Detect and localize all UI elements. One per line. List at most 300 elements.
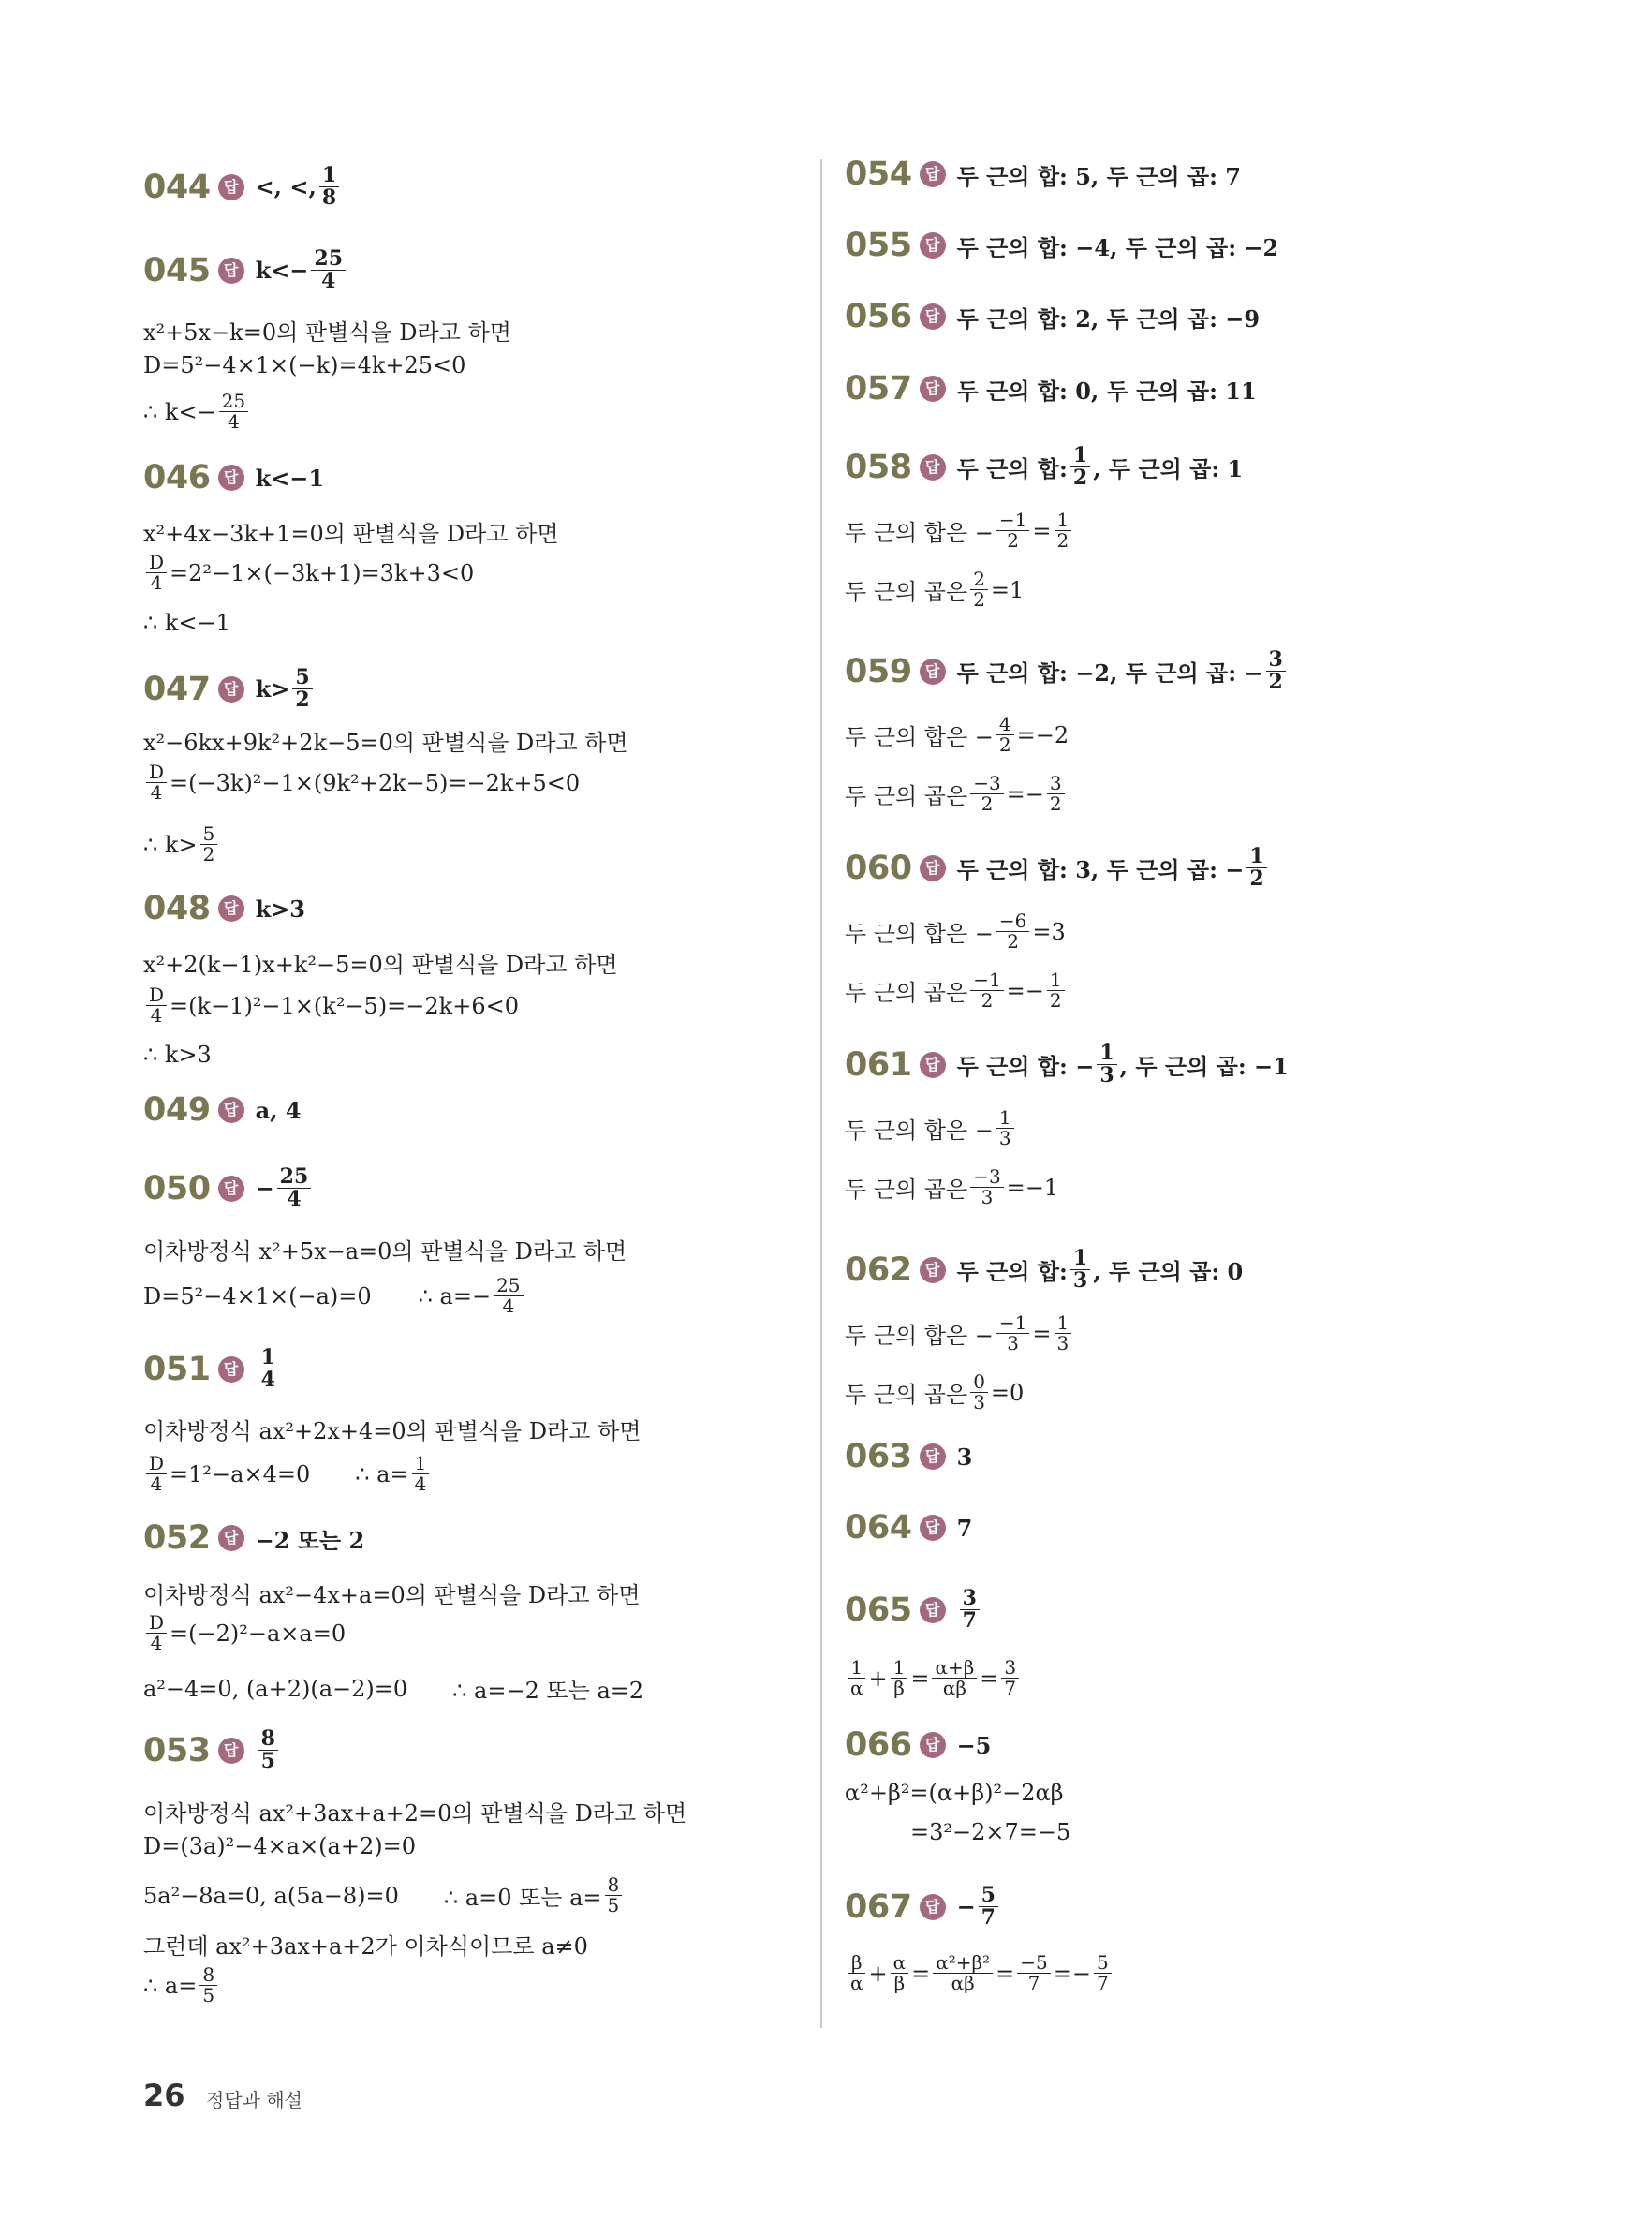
solution-line: α²+β²=(α+β)²−2αβ	[845, 1780, 1064, 1806]
answer-badge: 답	[920, 1597, 946, 1623]
denominator: 4	[502, 1295, 515, 1317]
answer-badge: 답	[920, 232, 946, 259]
solution-line: D=(3a)²−4×a×(a+2)=0	[143, 1833, 416, 1859]
fraction	[996, 715, 1014, 755]
text: 두 근의 합은 −	[845, 1323, 994, 1349]
solution-line	[143, 985, 519, 1026]
fraction	[848, 1658, 866, 1698]
solution-line	[143, 1965, 220, 2005]
denominator: 4	[414, 1473, 427, 1495]
problem-number: 061	[845, 1045, 912, 1084]
fraction	[932, 1658, 977, 1698]
fraction	[1047, 970, 1065, 1011]
denominator: 4	[321, 269, 336, 294]
problem-number: 057	[845, 370, 912, 407]
numerator: 0	[970, 1372, 988, 1393]
denominator: 4	[150, 1004, 163, 1027]
answer-header-055	[845, 227, 1278, 264]
solution-line: ∴ k<−1	[143, 610, 230, 636]
denominator: 3	[1099, 1063, 1114, 1088]
answer-text	[256, 165, 343, 209]
fraction	[146, 1454, 167, 1494]
problem-number: 065	[845, 1591, 912, 1629]
fraction	[996, 511, 1029, 551]
problem-number: 048	[143, 890, 211, 927]
text: =(−2)²−a×a=0	[170, 1620, 347, 1647]
problem-number: 056	[845, 298, 912, 335]
solution-line	[845, 911, 1066, 952]
answer-prefix: 두 근의 합: −	[956, 1053, 1095, 1081]
denominator: 4	[150, 571, 163, 594]
problem-number: 055	[845, 227, 912, 264]
answer-text: −5	[956, 1731, 992, 1759]
text: ∴ k>	[143, 831, 198, 858]
answer-prefix: −	[255, 1175, 274, 1203]
text: a²−4=0, (a+2)(a−2)=0	[143, 1675, 408, 1702]
denominator: 2	[1072, 466, 1088, 491]
numerator: 8	[605, 1875, 623, 1896]
text: =−	[1006, 780, 1044, 807]
denominator: 7	[962, 1608, 977, 1634]
solution-line	[845, 1167, 1058, 1207]
denominator: 2	[1007, 529, 1020, 552]
answer-prefix: k<−	[255, 257, 309, 285]
solution-line: 이차방정식 ax²+2x+4=0의 판별식을 D라고 하면	[143, 1418, 642, 1444]
problem-number: 066	[845, 1726, 912, 1764]
denominator: 2	[295, 688, 310, 713]
answer-text: k>3	[255, 895, 305, 923]
numerator: −6	[996, 911, 1029, 932]
problem-number: 062	[845, 1251, 912, 1289]
fraction	[996, 1313, 1029, 1354]
denominator: 2	[1249, 866, 1264, 892]
answer-badge: 답	[218, 174, 244, 200]
answer-header-044	[143, 165, 342, 209]
numerator: 1	[412, 1454, 430, 1474]
denominator: 5	[202, 1984, 215, 2006]
numerator: −1	[996, 1313, 1029, 1334]
answer-header-061	[845, 1043, 1289, 1087]
numerator: 1	[996, 1108, 1014, 1129]
fraction	[1001, 1658, 1019, 1698]
answer-header-057	[845, 370, 1257, 407]
answer-prefix: 두 근의 합: −2, 두 근의 곱: −	[956, 659, 1263, 688]
denominator: 7	[1027, 1972, 1040, 1994]
numerator: 5	[292, 667, 312, 689]
text: +	[868, 1665, 888, 1692]
problem-number: 058	[845, 448, 912, 486]
answer-fraction	[311, 248, 346, 292]
answer-header-058	[845, 445, 1243, 489]
fraction	[200, 824, 218, 865]
numerator: 25	[311, 248, 346, 271]
denominator: 2	[1007, 930, 1020, 953]
answer-suffix: , 두 근의 곱: −1	[1119, 1053, 1289, 1081]
numerator: β	[848, 1953, 865, 1974]
answer-fraction	[1070, 1248, 1090, 1292]
problem-number: 053	[143, 1731, 211, 1769]
fraction	[146, 553, 167, 593]
denominator: 4	[287, 1187, 302, 1212]
fraction	[848, 1953, 866, 1993]
answer-header-066	[845, 1726, 991, 1764]
denominator: α	[850, 1972, 863, 1994]
answer-badge: 답	[218, 465, 244, 491]
answer-text	[957, 1885, 1001, 1929]
answer-text: 두 근의 합: 0, 두 근의 곱: 11	[956, 377, 1257, 405]
numerator: D	[146, 1454, 167, 1474]
fraction	[605, 1875, 623, 1916]
numerator: 1	[1047, 970, 1065, 991]
denominator: 2	[981, 792, 994, 815]
denominator: 3	[998, 1127, 1011, 1149]
text: 두 근의 합은 −	[845, 724, 994, 750]
answer-header-050	[143, 1166, 314, 1210]
denominator: β	[893, 1677, 905, 1699]
solution-line	[845, 1313, 1074, 1354]
numerator: α²+β²	[933, 1953, 993, 1974]
denominator: 4	[260, 1368, 275, 1393]
answer-header-063	[845, 1438, 972, 1475]
numerator: 4	[996, 715, 1014, 735]
text: 두 근의 곱은	[845, 1382, 968, 1408]
answer-fraction	[1097, 1043, 1116, 1087]
answer-badge: 답	[920, 1515, 946, 1541]
denominator: 3	[981, 1186, 994, 1208]
text: =1	[990, 576, 1025, 603]
text: =	[996, 1960, 1015, 1987]
numerator: −5	[1017, 1953, 1050, 1974]
numerator: 3	[960, 1588, 980, 1610]
text: 두 근의 곱은	[845, 1177, 968, 1203]
solution-line	[143, 1672, 643, 1705]
fraction	[970, 1167, 1003, 1207]
solution-line	[143, 762, 580, 803]
fraction	[1017, 1953, 1050, 1993]
answer-fraction	[258, 1347, 278, 1391]
solution-line	[143, 824, 220, 865]
problem-number: 052	[143, 1519, 211, 1557]
answer-text	[256, 248, 348, 292]
solution-line	[845, 970, 1068, 1011]
answer-text: a, 4	[255, 1096, 302, 1124]
problem-number: 067	[845, 1887, 912, 1926]
solution-line	[845, 1658, 1022, 1698]
numerator: α	[891, 1953, 909, 1974]
answer-fraction	[319, 165, 339, 209]
text: =	[910, 1665, 930, 1692]
problem-number: 059	[845, 652, 912, 690]
text: =	[1032, 1320, 1052, 1347]
answer-badge: 답	[920, 855, 946, 881]
answer-suffix: , 두 근의 곱: 0	[1093, 1258, 1244, 1286]
text: ∴ a=0 또는 a=	[443, 1885, 602, 1911]
numerator: 1	[891, 1658, 908, 1679]
text: =−	[1053, 1960, 1091, 1987]
fraction	[891, 1953, 909, 1993]
answer-prefix: <, <,	[255, 173, 317, 201]
denominator: 2	[998, 733, 1011, 756]
denominator: 5	[260, 1749, 275, 1774]
text: =3	[1032, 918, 1066, 945]
denominator: 8	[321, 185, 337, 211]
answer-badge: 답	[920, 1894, 946, 1920]
answer-text: 두 근의 합: 2, 두 근의 곱: −9	[956, 304, 1261, 333]
problem-number: 050	[143, 1169, 211, 1207]
fraction	[970, 970, 1003, 1011]
numerator: 3	[1266, 649, 1286, 672]
numerator: 25	[494, 1276, 523, 1296]
text: 두 근의 곱은	[845, 980, 968, 1006]
denominator: 2	[1268, 670, 1283, 695]
text: 두 근의 합은 −	[845, 1117, 994, 1144]
answer-header-053	[143, 1728, 281, 1772]
numerator: 3	[1001, 1658, 1019, 1679]
answer-header-056	[845, 298, 1260, 335]
denominator: 3	[1072, 1268, 1088, 1294]
answer-prefix: k>	[255, 675, 290, 703]
answer-badge: 답	[920, 1443, 946, 1470]
answer-header-065	[845, 1588, 982, 1632]
denominator: 2	[981, 989, 994, 1012]
text: =0	[990, 1379, 1025, 1406]
solution-line: x²+2(k−1)x+k²−5=0의 판별식을 D라고 하면	[143, 952, 618, 978]
solution-line	[845, 570, 1024, 610]
numerator: −3	[970, 1167, 1003, 1188]
denominator: 4	[150, 1473, 163, 1495]
problem-number: 060	[845, 849, 912, 887]
text: 두 근의 곱은	[845, 783, 968, 809]
fraction	[494, 1276, 523, 1316]
solution-line	[143, 553, 474, 593]
solution-line	[143, 392, 251, 432]
answer-badge: 답	[218, 676, 244, 703]
text: 두 근의 합은 −	[845, 520, 994, 546]
answer-text	[957, 1248, 1244, 1292]
answer-fraction	[258, 1728, 278, 1772]
fraction	[146, 985, 167, 1026]
fraction	[891, 1658, 908, 1698]
solution-line	[143, 1875, 625, 1916]
answer-header-062	[845, 1248, 1243, 1292]
numerator: 25	[219, 392, 248, 412]
answer-badge: 답	[218, 895, 244, 922]
denominator: 7	[1004, 1677, 1017, 1699]
numerator: 1	[1055, 1313, 1072, 1334]
answer-badge: 답	[920, 161, 946, 187]
answer-text: 두 근의 합: −4, 두 근의 곱: −2	[956, 233, 1279, 261]
answer-text	[256, 1166, 315, 1210]
answer-text	[957, 1588, 982, 1632]
fraction	[412, 1454, 430, 1494]
solution-line	[143, 1613, 346, 1653]
text: ∴ k<−	[143, 398, 216, 425]
denominator: 3	[973, 1391, 985, 1413]
answer-fraction	[960, 1588, 980, 1632]
fraction	[970, 1372, 988, 1413]
problem-number: 046	[143, 459, 211, 496]
numerator: α+β	[932, 1658, 977, 1679]
fraction	[970, 570, 988, 610]
solution-line	[845, 511, 1074, 551]
answer-badge: 답	[218, 1738, 244, 1764]
text: =(k−1)²−1×(k²−5)=−2k+6<0	[170, 992, 519, 1019]
answer-fraction	[1246, 846, 1266, 890]
numerator: 5	[1094, 1953, 1112, 1974]
numerator: 8	[199, 1965, 217, 1986]
text: =−	[1006, 977, 1044, 1004]
numerator: D	[146, 985, 167, 1006]
numerator: 1	[1097, 1043, 1116, 1065]
fraction	[146, 1613, 167, 1653]
answer-header-060	[845, 846, 1270, 890]
solution-line	[845, 774, 1068, 814]
solution-line: D=5²−4×1×(−k)=4k+25<0	[143, 352, 466, 378]
text: 두 근의 합은 −	[845, 921, 994, 947]
denominator: 2	[202, 843, 215, 866]
problem-number: 054	[845, 155, 912, 193]
fraction	[996, 911, 1029, 952]
text: ∴ a=−	[418, 1282, 492, 1310]
numerator: −1	[970, 970, 1003, 991]
fraction	[1094, 1953, 1112, 1993]
numerator: 1	[1055, 511, 1072, 531]
answer-header-049	[143, 1091, 302, 1129]
fraction	[199, 1965, 217, 2005]
answer-badge: 답	[920, 454, 946, 481]
answer-text	[957, 445, 1244, 489]
text: ∴ a=	[355, 1460, 409, 1487]
numerator: 1	[1070, 1248, 1090, 1270]
numerator: −1	[996, 511, 1029, 531]
answer-badge: 답	[920, 1052, 946, 1078]
answer-badge: 답	[920, 1257, 946, 1283]
answer-text: 두 근의 합: 5, 두 근의 곱: 7	[956, 162, 1241, 190]
numerator: 8	[258, 1728, 278, 1751]
column-divider	[820, 159, 822, 2028]
answer-header-052	[143, 1519, 364, 1557]
numerator: 1	[1246, 846, 1266, 868]
answer-text	[256, 1347, 281, 1391]
answer-header-051	[143, 1347, 281, 1391]
answer-header-048	[143, 890, 305, 927]
answer-prefix: −	[956, 1893, 976, 1921]
answer-badge: 답	[920, 376, 946, 402]
text: =	[911, 1960, 931, 1987]
answer-text: 3	[956, 1443, 973, 1471]
answer-badge: 답	[920, 303, 946, 330]
answer-badge: 답	[218, 1356, 244, 1383]
text: +	[868, 1960, 888, 1987]
answer-badge: 답	[920, 1732, 946, 1758]
solution-line	[845, 1108, 1017, 1148]
fraction	[219, 392, 248, 432]
fraction	[1055, 511, 1072, 551]
answer-badge: 답	[218, 258, 244, 284]
problem-number: 063	[845, 1438, 912, 1475]
answer-header-054	[845, 155, 1241, 193]
answer-header-045	[143, 248, 348, 292]
answer-header-059	[845, 649, 1289, 693]
problem-number: 064	[845, 1509, 912, 1547]
denominator: 5	[607, 1894, 620, 1917]
solution-line: =3²−2×7=−5	[910, 1819, 1071, 1845]
solution-line: x²+5x−k=0의 판별식을 D라고 하면	[143, 319, 511, 346]
denominator: 3	[1056, 1332, 1069, 1354]
numerator: 1	[848, 1658, 865, 1679]
answer-prefix: 두 근의 합:	[956, 1258, 1068, 1286]
answer-fraction	[277, 1166, 312, 1210]
numerator: 5	[979, 1885, 998, 1907]
denominator: 2	[973, 588, 985, 611]
solution-line: 그런데 ax²+3ax+a+2가 이차식이므로 a≠0	[143, 1933, 588, 1960]
solution-line	[845, 1372, 1024, 1413]
problem-number: 047	[143, 670, 211, 708]
text: 5a²−8a=0, a(5a−8)=0	[143, 1882, 399, 1909]
fraction	[1047, 774, 1065, 814]
solution-line: 이차방정식 x²+5x−a=0의 판별식을 D라고 하면	[143, 1238, 627, 1265]
denominator: 4	[228, 410, 240, 433]
numerator: D	[146, 1613, 167, 1634]
solution-line: 이차방정식 ax²−4x+a=0의 판별식을 D라고 하면	[143, 1582, 641, 1608]
answer-prefix: 두 근의 합: 3, 두 근의 곱: −	[956, 856, 1245, 884]
answer-suffix: , 두 근의 곱: 1	[1093, 455, 1244, 483]
denominator: 4	[150, 781, 163, 804]
denominator: β	[893, 1972, 906, 1994]
numerator: 25	[277, 1166, 312, 1189]
denominator: 2	[1049, 792, 1062, 815]
answer-badge: 답	[920, 659, 946, 685]
numerator: 1	[1070, 445, 1090, 467]
answer-fraction	[1070, 445, 1090, 489]
answer-header-064	[845, 1509, 972, 1547]
text: =2²−1×(−3k+1)=3k+3<0	[170, 559, 475, 586]
footer-label: 정답과 해설	[206, 2089, 302, 2111]
answer-text	[256, 1728, 281, 1772]
answer-fraction	[292, 667, 312, 711]
answer-fraction	[1266, 649, 1286, 693]
answer-text: k<−1	[255, 464, 325, 492]
fraction	[970, 774, 1003, 814]
solution-line: x²−6kx+9k²+2k−5=0의 판별식을 D라고 하면	[143, 730, 628, 756]
denominator: αβ	[942, 1677, 966, 1699]
text: =(−3k)²−1×(9k²+2k−5)=−2k+5<0	[170, 769, 581, 796]
solution-line: x²+4x−3k+1=0의 판별식을 D라고 하면	[143, 521, 559, 547]
denominator: αβ	[951, 1972, 975, 1994]
fraction	[146, 762, 167, 803]
denominator: 7	[1096, 1972, 1109, 1994]
denominator: 7	[981, 1905, 996, 1931]
solution-line	[845, 715, 1069, 755]
text: =	[1032, 517, 1052, 544]
denominator: 2	[1049, 989, 1062, 1012]
numerator: D	[146, 762, 167, 783]
answer-header-046	[143, 459, 324, 496]
solution-line	[143, 1276, 526, 1316]
denominator: 2	[1056, 529, 1069, 552]
answer-prefix: 두 근의 합:	[956, 455, 1068, 483]
fraction	[996, 1108, 1014, 1148]
text: =	[980, 1665, 999, 1692]
solution-line: ∴ k>3	[143, 1042, 212, 1068]
answer-text: 7	[956, 1514, 973, 1542]
answer-header-067	[845, 1885, 1001, 1929]
solution-line	[845, 1953, 1114, 1993]
text: =1²−a×4=0	[170, 1460, 311, 1487]
answer-badge: 답	[218, 1176, 244, 1202]
denominator: α	[850, 1677, 863, 1699]
solution-line	[143, 1454, 432, 1494]
